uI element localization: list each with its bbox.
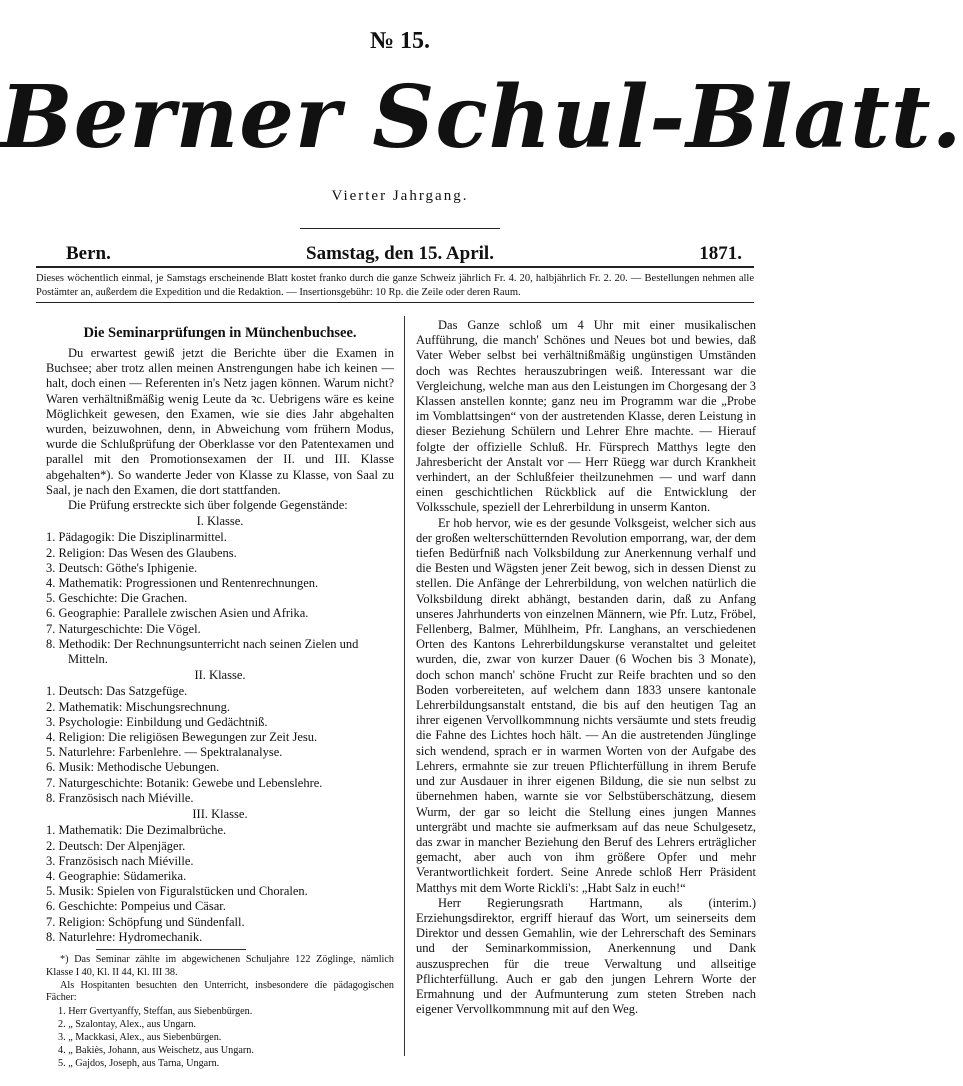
article-paragraph: Das Ganze schloß um 4 Uhr mit einer musikalischen Aufführung, die manch' Schönes und Neues bot und bewies, daß Vater Weber selbst bei verhältnißmäßig ungünstigen Umständen doch was Rechtes herauszubringen weiß. Interessant war die Vergleichung, welche man aus den Leistungen im Chorgesang der 3 Klassen anstellen konnte; ganz neu im Programm war die „Probe im Vomblattsingen“ von der austretenden Klasse, deren Leistung in dieser Beziehung Schülern und Lehrer Ehre machte. — Hierauf folgte der offizielle Schluß. Hr. Fürsprech Matthys legte den Jahresbericht der Anstalt vor — Herr Rüegg war durch Krankheit verhindert, an der Schlußfeier theilzunehmen — und warf dann einen geschichtlichen Rückblick auf die Entwicklung der Volksschule, speziell der Lehrerbildung in unserm Kanton. <box>416 318 756 515</box>
class-heading-2: II. Klasse. <box>194 668 246 683</box>
exam-subjects-lead: Die Prüfung erstreckte sich über folgende Gegenstände: <box>68 498 348 513</box>
list-item: 1. Deutsch: Das Satzgefüge. <box>46 684 188 699</box>
volume-label: Vierter Jahrgang. <box>331 188 469 204</box>
list-item: 3. Französisch nach Miéville. <box>46 853 194 868</box>
hospitants-list <box>46 1005 394 1070</box>
list-item: 7. Religion: Schöpfung und Sündenfall. <box>46 914 245 929</box>
list-item: 3. Psychologie: Einbildung und Gedächtniß. <box>46 714 268 729</box>
header-rule <box>36 266 754 268</box>
list-item: 8. Französisch nach Miéville. <box>46 790 194 805</box>
left-column <box>46 318 394 1070</box>
article-paragraph: Er hob hervor, wie es der gesunde Volksgeist, welcher sich aus der großen welterschütternden Revolution emporrang, war, der dem tiefen Bedürfniß nach Volksbildung zur Anerkennung verhalf und die Besten und Wägsten jener Zeit bewog, sich in dessen Dienst zu stellen. Die Anfänge der Lehrerbildung, von welchen natürlich die Volksbildung direkt abhängt, bestanden darin, daß zu Anfang unseres Jahrhunderts von einzelnen Männern, wie Pfr. Lutz, Fröbel, Fellenberg, Balmer, Mühlheim, Pfr. Langhans, an verschiedenen Orten des Kantons Lehrerbildungskurse veranstaltet und geleitet wurden, die, zwar von kurzer Dauer (6 Wochen bis 3 Monate), doch schon manch' schöne Frucht zur Reife brachten und so den Boden vorbereiteten, auf welchem dann 1833 unsere kantonale Lehrerbildungsanstalt entstand, die bis auf den heutigen Tag an ihrer eigenen Vervollkommnung nichts versäumte und stets freudig die Fahne des Lichtes hoch hält. — An die austretenden Jünglinge sich wendend, sprach er in warmen Worten von der Aufgabe des Lehrers, ermahnte sie zur treuen Pflichterfüllung in ihrem Berufe und zur Ausdauer in ihrer eigenen Bildung, die sie nun selbst zu übernehmen haben, warnte sie vor Selbstüberschätzung, diesem Wurm, der gar so leicht die Stellung eines jungen Mannes untergräbt und machte sie aufmerksam auf das neue Schulgesetz, das zwar in mancher Beziehung den Beruf des Lehrers erträglicher gemacht, aber auch von ihm größere Opfer und mehr Verantwortlichkeit fordert. Seine Anrede schloß Herr Präsident Matthys mit dem Worte Rickli's: „Habt Salz in euch!“ <box>416 515 756 895</box>
subscription-notice: Dieses wöchentlich einmal, je Samstags erscheinende Blatt kostet franko durch die ganze Schweiz jährlich Fr. 4. 20, halbjährlich Fr. 2. 20. — Bestellungen nehmen alle Postämter an, außerdem die Expedition und die Redaktion. — Insertionsgebühr: 10 Rp. die Zeile oder deren Raum. <box>36 273 754 298</box>
divider-rule <box>300 228 500 229</box>
right-column <box>416 318 756 1017</box>
list-item: 8. Methodik: Der Rechnungsunterricht nach seinen Zielen und Mitteln. <box>46 636 359 667</box>
exam-list-class-3 <box>46 823 394 945</box>
list-item: 7. Naturgeschichte: Die Vögel. <box>46 621 201 636</box>
list-item: 5. Musik: Spielen von Figuralstücken und Choralen. <box>46 884 308 899</box>
list-item: 4. Geographie: Südamerika. <box>46 868 187 883</box>
list-item: 3. Deutsch: Göthe's Iphigenie. <box>46 560 198 575</box>
list-item: 4. „ Bakiès, Johann, aus Weischetz, aus Ungarn. <box>58 1045 254 1057</box>
list-item: 5. Geschichte: Die Grachen. <box>46 591 188 606</box>
list-item: 7. Naturgeschichte: Botanik: Gewebe und Lebenslehre. <box>46 775 323 790</box>
list-item: 1. Herr Gvertyanffy, Steffan, aus Siebenbürgen. <box>58 1006 253 1018</box>
hospitants-lead: Als Hospitanten besuchten den Unterricht, insbesondere die pädagogischen Fächer: <box>46 979 394 1004</box>
class-heading-3: III. Klasse. <box>192 807 248 822</box>
list-item: 5. „ Gajdos, Joseph, aus Tarna, Ungarn. <box>58 1058 220 1070</box>
exam-list-class-1 <box>46 530 394 667</box>
place-label: Bern. <box>66 243 111 264</box>
exam-list-class-2 <box>46 684 394 806</box>
list-item: 6. Geschichte: Pompeius und Cäsar. <box>46 899 226 914</box>
list-item: 1. Pädagogik: Die Disziplinarmittel. <box>46 530 227 545</box>
list-item: 2. Mathematik: Mischungsrechnung. <box>46 699 230 714</box>
list-item: 2. Religion: Das Wesen des Glaubens. <box>46 545 237 560</box>
list-item: 2. Deutsch: Der Alpenjäger. <box>46 838 186 853</box>
list-item: 3. „ Mackkasi, Alex., aus Siebenbürgen. <box>58 1032 222 1044</box>
article-paragraph: Herr Regierungsrath Hartmann, als (interim.) Erziehungsdirektor, ergriff hierauf das Wort, um seinerseits dem Direktor und dessen Gemahlin, wie der Lehrerschaft des Seminars und der Seminarkommission, Anerkennung und Dank auszusprechen für die treue Verwaltung und allseitige Pflichterfüllung. Auch er gab den jungen Lehrern Worte der Ermahnung und der Aufmunterung zum steten Streben nach eigener Vervollkommnung mit auf den Weg. <box>416 895 756 1017</box>
list-item: 8. Naturlehre: Hydromechanik. <box>46 929 203 944</box>
header-rule-lower <box>36 302 754 303</box>
list-item: 4. Religion: Die religiösen Bewegungen zur Zeit Jesu. <box>46 730 318 745</box>
column-divider <box>404 316 405 1056</box>
list-item: 6. Musik: Methodische Uebungen. <box>46 760 220 775</box>
issue-year: 1871. <box>699 243 742 264</box>
footnote: *) Das Seminar zählte im abgewichenen Schuljahre 122 Zöglinge, nämlich Klasse I 40, Kl. II 44, Kl. III 38. <box>46 953 394 978</box>
issue-number: № 15. <box>369 28 431 54</box>
issue-date: Samstag, den 15. April. <box>306 243 494 264</box>
class-heading-1: I. Klasse. <box>196 514 244 529</box>
footnote-separator <box>96 949 246 950</box>
article-intro: Du erwartest gewiß jetzt die Berichte über die Examen in Buchsee; aber trotz allen meinen Anstrengungen habe ich keinen — halt, doch einen — Referenten in's Netz jagen können. Warum nicht? Waren verhältnißmäßig wenig Leute da ꝛc. Uebrigens wäre es keine Möglichkeit gewesen, den Examen, wie sie dies Jahr abgehalten wurden, beizuwohnen, denn, in Abweichung vom frühern Modus, wurde die Schlußprüfung der Oberklasse vor den Patentexamen und parallel mit den Promotionsexamen der II. und III. Klasse abgehalten*). So wanderte Jeder von Klasse zu Klasse, von Saal zu Saal, je nach den Examen, die dort stattfanden. <box>46 346 394 497</box>
list-item: 1. Mathematik: Die Dezimalbrüche. <box>46 823 227 838</box>
list-item: 5. Naturlehre: Farbenlehre. — Spektralanalyse. <box>46 745 283 760</box>
list-item: 2. „ Szalontay, Alex., aus Ungarn. <box>58 1019 196 1031</box>
newspaper-title: Berner Schul-Blatt. <box>0 67 963 168</box>
list-item: 6. Geographie: Parallele zwischen Asien und Afrika. <box>46 606 309 621</box>
article-headline: Die Seminarprüfungen in Münchenbuchsee. <box>83 325 357 341</box>
list-item: 4. Mathematik: Progressionen und Rentenrechnungen. <box>46 576 319 591</box>
